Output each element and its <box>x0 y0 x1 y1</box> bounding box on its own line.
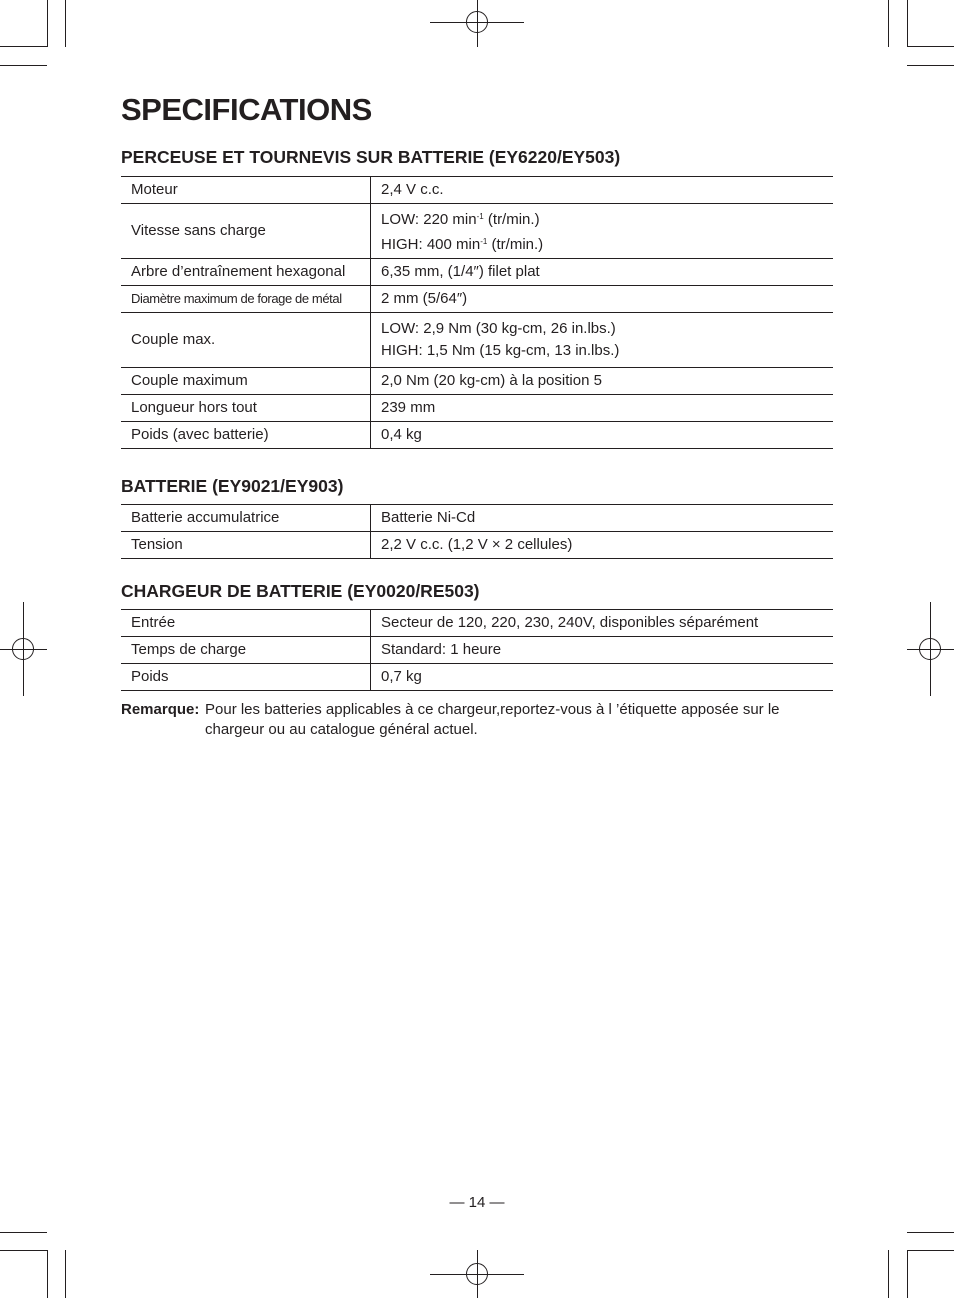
crop-mark <box>47 0 48 47</box>
page-title: SPECIFICATIONS <box>121 92 372 127</box>
spec-table-charger <box>121 609 833 691</box>
spec-value: 2,4 V c.c. <box>371 177 834 204</box>
spec-value: 0,7 kg <box>371 664 834 691</box>
note-text: Pour les batteries applicables à ce chargeur,reportez-vous à l ’étiquette apposée sur le chargeur ou au catalogue général actuel. <box>205 701 780 738</box>
table-row <box>121 313 833 368</box>
crop-mark <box>0 65 47 66</box>
spec-value: Standard: 1 heure <box>371 637 834 664</box>
section-heading-charger: CHARGEUR DE BATTERIE (EY0020/RE503) <box>121 581 480 601</box>
crop-mark <box>65 0 66 47</box>
registration-circle <box>12 638 34 660</box>
spec-value: 2 mm (5/64″) <box>371 286 834 313</box>
crop-mark <box>907 0 908 47</box>
spec-table-drill <box>121 176 833 449</box>
unit-text: (tr/min.) <box>483 211 540 228</box>
crop-mark <box>888 0 889 47</box>
registration-circle <box>466 1263 488 1285</box>
crop-mark <box>0 1232 47 1233</box>
crop-mark <box>0 1250 47 1251</box>
speed-low: LOW: 220 min <box>381 211 477 228</box>
spec-value: Secteur de 120, 220, 230, 240V, disponibles séparément <box>371 610 834 637</box>
crop-mark <box>907 46 954 47</box>
spec-label: Temps de charge <box>121 637 371 664</box>
spec-label: Poids (avec batterie) <box>121 422 371 449</box>
superscript: -1 <box>476 212 484 221</box>
spec-label: Poids <box>121 664 371 691</box>
spec-label: Batterie accumulatrice <box>121 505 371 532</box>
table-row <box>121 368 833 395</box>
torque-high: HIGH: 1,5 Nm (15 kg-cm, 13 in.lbs.) <box>381 342 620 359</box>
crop-mark <box>888 1250 889 1298</box>
spec-value: 2,2 V c.c. (1,2 V × 2 cellules) <box>371 532 834 559</box>
torque-low: LOW: 2,9 Nm (30 kg-cm, 26 in.lbs.) <box>381 320 616 337</box>
registration-circle <box>919 638 941 660</box>
crop-mark <box>907 1250 954 1251</box>
crop-mark <box>907 65 954 66</box>
superscript: -1 <box>480 237 488 246</box>
section-heading-battery: BATTERIE (EY9021/EY903) <box>121 476 344 496</box>
spec-label: Longueur hors tout <box>121 395 371 422</box>
note-label: Remarque: <box>121 701 200 718</box>
unit-text: (tr/min.) <box>487 236 544 253</box>
table-row <box>121 395 833 422</box>
spec-value <box>371 313 834 368</box>
table-row <box>121 422 833 449</box>
spec-table-battery <box>121 504 833 559</box>
spec-value: 6,35 mm, (1/4″) filet plat <box>371 259 834 286</box>
spec-label: Moteur <box>121 177 371 204</box>
page-number: — 14 — <box>449 1194 505 1211</box>
table-row <box>121 505 833 532</box>
crop-mark <box>47 1250 48 1298</box>
note <box>121 700 833 740</box>
table-row <box>121 532 833 559</box>
spec-value <box>371 204 834 259</box>
spec-value: 239 mm <box>371 395 834 422</box>
spec-label: Vitesse sans charge <box>121 204 371 259</box>
table-row <box>121 259 833 286</box>
crop-mark <box>907 1250 908 1298</box>
spec-label: Tension <box>121 532 371 559</box>
spec-label: Arbre d’entraînement hexagonal <box>121 259 371 286</box>
table-row <box>121 177 833 204</box>
spec-label: Entrée <box>121 610 371 637</box>
spec-label: Couple max. <box>121 313 371 368</box>
table-row <box>121 637 833 664</box>
crop-mark <box>907 1232 954 1233</box>
registration-circle <box>466 11 488 33</box>
crop-mark <box>65 1250 66 1298</box>
table-row <box>121 664 833 691</box>
crop-mark <box>0 46 47 47</box>
spec-value: Batterie Ni-Cd <box>371 505 834 532</box>
spec-label: Diamètre maximum de forage de métal <box>121 286 371 313</box>
table-row <box>121 286 833 313</box>
table-row <box>121 610 833 637</box>
speed-high: HIGH: 400 min <box>381 236 481 253</box>
section-heading-drill: PERCEUSE ET TOURNEVIS SUR BATTERIE (EY6220/EY503) <box>121 147 621 167</box>
spec-label: Couple maximum <box>121 368 371 395</box>
spec-value: 0,4 kg <box>371 422 834 449</box>
table-row <box>121 204 833 259</box>
spec-value: 2,0 Nm (20 kg-cm) à la position 5 <box>371 368 834 395</box>
